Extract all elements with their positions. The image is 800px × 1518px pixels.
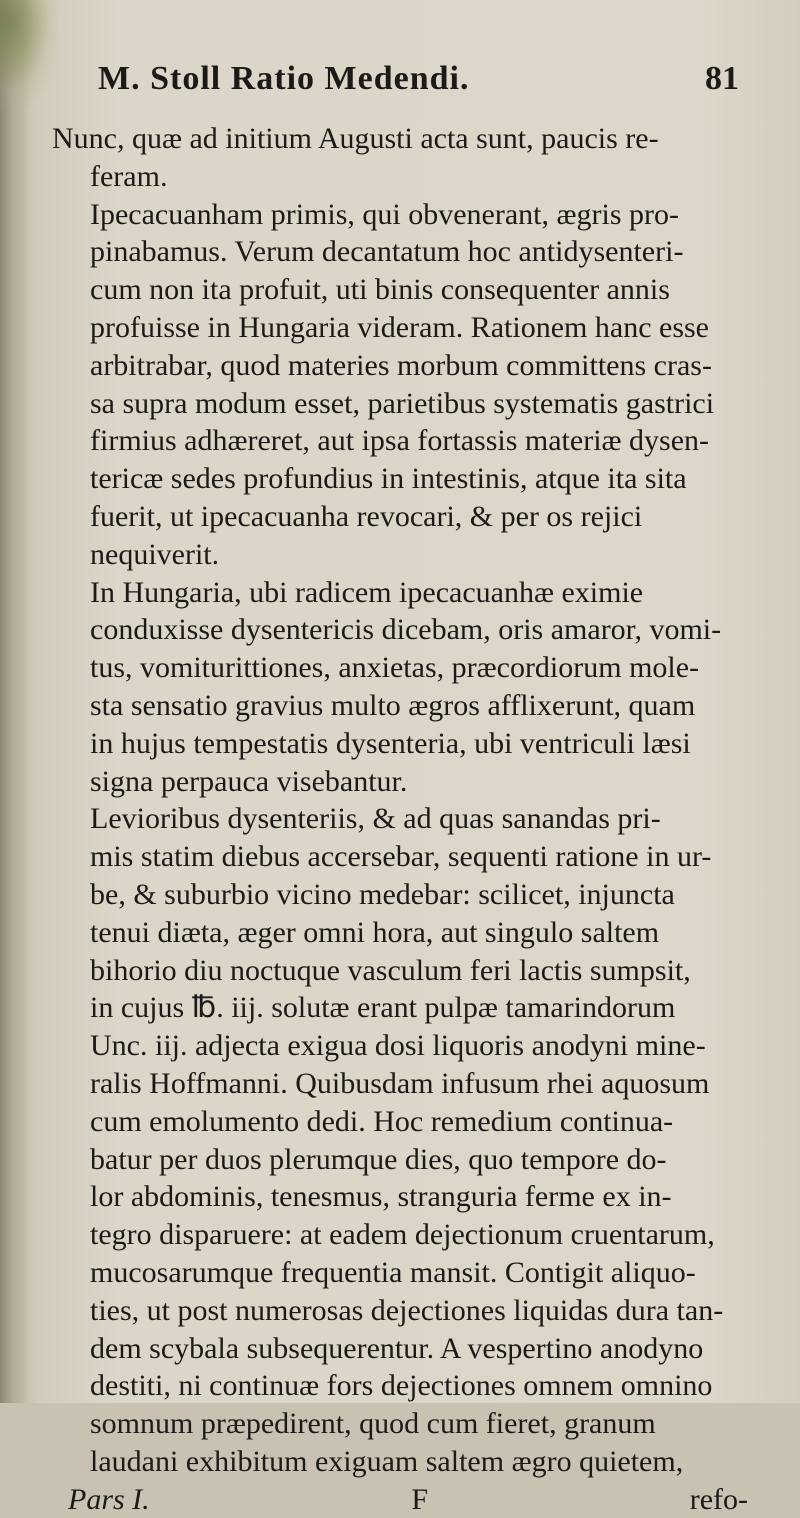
running-head: M. Stoll Ratio Medendi. bbox=[98, 60, 470, 97]
catchword: refo- bbox=[689, 1482, 748, 1516]
text-line: cum non ita profuit, uti binis consequenter annis bbox=[90, 273, 670, 307]
text-line: batur per duos plerumque dies, quo tempore do- bbox=[90, 1142, 667, 1176]
text-line: tenui diæta, æger omni hora, aut singulo saltem bbox=[90, 915, 660, 949]
text-line: In Hungaria, ubi radicem ipecacuanhæ eximie bbox=[90, 575, 644, 609]
text-line: profuisse in Hungaria videram. Rationem hanc esse bbox=[90, 310, 709, 344]
text-line: nequiverit. bbox=[90, 537, 220, 571]
text-line: fuerit, ut ipecacuanha revocari, & per os rejici bbox=[90, 499, 643, 533]
text-line: Levioribus dysenteriis, & ad quas sanandas pri- bbox=[90, 802, 661, 836]
page-footer bbox=[52, 1481, 748, 1518]
text-line: feram. bbox=[90, 159, 168, 193]
text-line: arbitrabar, quod materies morbum committens cras- bbox=[90, 348, 712, 382]
page-edge-shadow bbox=[0, 0, 30, 1403]
text-line: Nunc, quæ ad initium Augusti acta sunt, paucis re- bbox=[52, 122, 659, 155]
text-line: sa supra modum esset, parietibus systematis gastrici bbox=[90, 386, 715, 420]
text-line: pinabamus. Verum decantatum hoc antidysenteri- bbox=[90, 235, 684, 269]
text-line: tegro disparuere: at eadem dejectionum cruentarum, bbox=[90, 1218, 715, 1252]
part-label: Pars I. bbox=[68, 1482, 150, 1516]
text-line: be, & suburbio vicino medebar: scilicet, injuncta bbox=[90, 877, 675, 911]
text-line: lor abdominis, tenesmus, stranguria ferme ex in- bbox=[90, 1180, 672, 1214]
text-line: laudani exhibitum exiguam saltem ægro quietem, bbox=[90, 1444, 684, 1478]
text-line: in cujus ℔. iij. solutæ erant pulpæ tamarindorum bbox=[90, 991, 676, 1025]
text-line: ties, ut post numerosas dejectiones liquidas dura tan- bbox=[90, 1293, 724, 1327]
text-line: in hujus tempestatis dysenteria, ubi ventriculi læsi bbox=[90, 726, 691, 760]
text-line: tus, vomiturittiones, anxietas, præcordiorum mole- bbox=[90, 651, 700, 685]
text-line: dem scybala subsequerentur. A vespertino anodyno bbox=[90, 1331, 704, 1365]
body-text bbox=[52, 120, 752, 1518]
text-line: sta sensatio gravius multo ægros afflixerunt, quam bbox=[90, 688, 696, 722]
text-line: Ipecacuanham primis, qui obvenerant, ægris pro- bbox=[90, 197, 679, 231]
signature-mark: F bbox=[411, 1482, 429, 1516]
text-line: conduxisse dysentericis dicebam, oris amaror, vomi- bbox=[90, 613, 722, 647]
text-line: mis statim diebus accersebar, sequenti ratione in ur- bbox=[90, 840, 712, 874]
text-line: somnum præpedirent, quod cum fieret, granum bbox=[90, 1407, 656, 1441]
text-line: cum emolumento dedi. Hoc remedium continua- bbox=[90, 1104, 674, 1138]
text-line: signa perpauca visebantur. bbox=[90, 764, 408, 798]
text-line: tericæ sedes profundius in intestinis, atque ita sita bbox=[90, 462, 687, 496]
text-line: Unc. iij. adjecta exigua dosi liquoris anodyni mine- bbox=[90, 1029, 706, 1063]
page-header bbox=[0, 60, 800, 110]
text-line: destiti, ni continuæ fors dejectiones omnem omnino bbox=[90, 1369, 713, 1403]
text-line: firmius adhæreret, aut ipsa fortassis materiæ dysen- bbox=[90, 424, 710, 458]
text-line: bihorio diu noctuque vasculum feri lactis sumpsit, bbox=[90, 953, 691, 987]
text-line: mucosarumque frequentia mansit. Contigit aliquo- bbox=[90, 1255, 696, 1289]
text-line: ralis Hoffmanni. Quibusdam infusum rhei aquosum bbox=[90, 1066, 710, 1100]
page-number: 81 bbox=[705, 60, 739, 97]
